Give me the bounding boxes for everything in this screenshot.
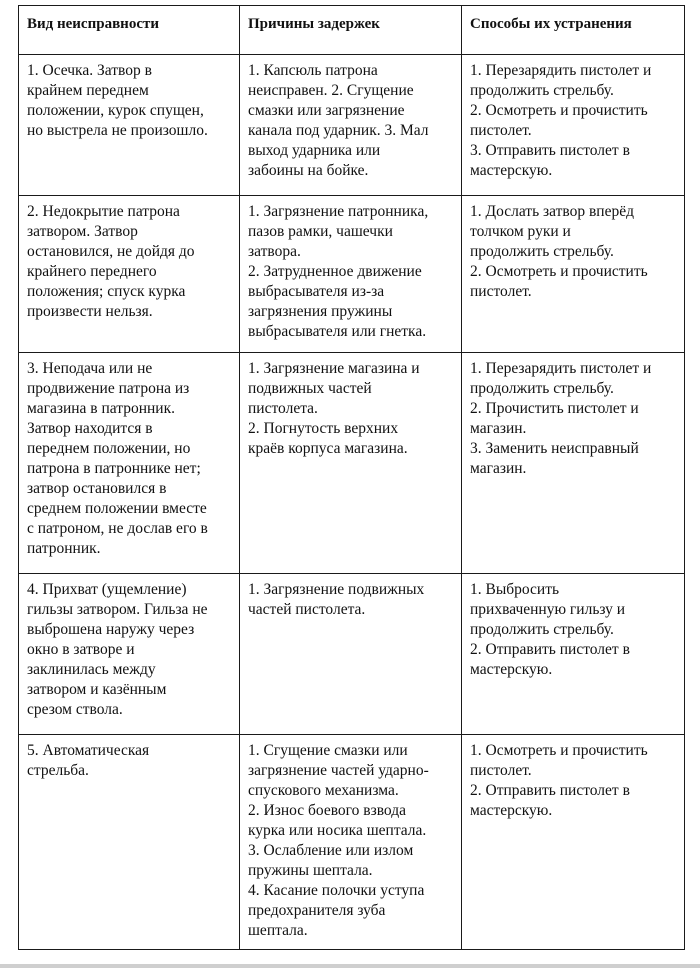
cell-text-line: затвора. bbox=[248, 243, 301, 260]
cell-text-line: 2. Погнутость верхних bbox=[248, 420, 399, 437]
table-row bbox=[19, 196, 685, 353]
cell-text-line: мастерскую. bbox=[470, 162, 553, 179]
cell-text-line: спускового механизма. bbox=[248, 782, 399, 799]
cell-causes bbox=[240, 574, 462, 735]
cell-text-line: окно в затворе и bbox=[27, 641, 135, 658]
header-causes: Причины задержек bbox=[240, 6, 462, 55]
cell-text-line: 4. Прихват (ущемление) bbox=[27, 581, 187, 598]
cell-text-line: выбрасывателя из-за bbox=[248, 283, 385, 300]
table-row bbox=[19, 574, 685, 735]
cell-text-line: пистолет. bbox=[470, 283, 532, 300]
table-header-row bbox=[19, 6, 685, 55]
cell-text-line: магазин. bbox=[470, 460, 527, 477]
cell-malfunction-type bbox=[19, 735, 240, 950]
cell-text-line: среднем положении вместе bbox=[27, 500, 207, 517]
cell-text-line: 2. Износ боевого взвода bbox=[248, 802, 406, 819]
cell-text-line: срезом ствола. bbox=[27, 701, 123, 718]
cell-text-line: крайнем переднем bbox=[27, 82, 149, 99]
cell-text-line: 2. Осмотреть и прочистить bbox=[470, 102, 648, 119]
cell-text-line: 2. Затрудненное движение bbox=[248, 263, 422, 280]
cell-text-line: но выстрела не произошло. bbox=[27, 122, 208, 139]
cell-remedies bbox=[462, 55, 685, 196]
cell-text-line: прихваченную гильзу и bbox=[470, 601, 626, 618]
cell-text-line: смазки или загрязнение bbox=[248, 102, 405, 119]
cell-text-line: продолжить стрельбу. bbox=[470, 380, 614, 397]
cell-text-line: крайнего переднего bbox=[27, 263, 157, 280]
cell-text-line: стрельба. bbox=[27, 762, 89, 779]
cell-text-line: канала под ударник. 3. Мал bbox=[248, 122, 429, 139]
malfunctions-table bbox=[18, 5, 685, 950]
cell-text-line: 1. Капсюль патрона bbox=[248, 62, 378, 79]
cell-text-line: 3. Неподача или не bbox=[27, 360, 153, 377]
cell-text-line: 1. Дослать затвор вперёд bbox=[470, 203, 634, 220]
cell-text-line: остановился, не дойдя до bbox=[27, 243, 195, 260]
cell-remedies bbox=[462, 196, 685, 353]
cell-text-line: 5. Автоматическая bbox=[27, 742, 150, 759]
page-bottom-edge bbox=[0, 964, 700, 968]
cell-malfunction-type bbox=[19, 353, 240, 574]
cell-text-line: 4. Касание полочки уступа bbox=[248, 882, 425, 899]
cell-text-line: затвором и казённым bbox=[27, 681, 167, 698]
cell-text-line: предохранителя зуба bbox=[248, 902, 386, 919]
cell-malfunction-type bbox=[19, 574, 240, 735]
header-remedies: Способы их устранения bbox=[462, 6, 685, 55]
cell-text-line: 3. Отправить пистолет в bbox=[470, 142, 630, 159]
cell-text-line: пазов рамки, чашечки bbox=[248, 223, 393, 240]
cell-text-line: 1. Загрязнение патронника, bbox=[248, 203, 429, 220]
cell-text-line: неисправен. 2. Сгущение bbox=[248, 82, 414, 99]
cell-causes bbox=[240, 55, 462, 196]
cell-text-line: 1. Сгущение смазки или bbox=[248, 742, 408, 759]
cell-text-line: толчком руки и bbox=[470, 223, 571, 240]
cell-malfunction-type bbox=[19, 196, 240, 353]
cell-text-line: 1. Загрязнение подвижных bbox=[248, 581, 425, 598]
cell-text-line: 2. Недокрытие патрона bbox=[27, 203, 180, 220]
cell-text-line: Затвор находится в bbox=[27, 420, 153, 437]
cell-text-line: мастерскую. bbox=[470, 802, 553, 819]
cell-text-line: продолжить стрельбу. bbox=[470, 621, 614, 638]
cell-text-line: патронник. bbox=[27, 540, 101, 557]
cell-text-line: краёв корпуса магазина. bbox=[248, 440, 408, 457]
cell-text-line: выбрасывателя или гнетка. bbox=[248, 323, 427, 340]
cell-text-line: 1. Перезарядить пистолет и bbox=[470, 360, 652, 377]
cell-text-line: загрязнения пружины bbox=[248, 303, 393, 320]
cell-text-line: шептала. bbox=[248, 922, 308, 939]
cell-text-line: пистолет. bbox=[470, 122, 532, 139]
cell-text-line: заклинилась между bbox=[27, 661, 156, 678]
cell-text-line: затвором. Затвор bbox=[27, 223, 138, 240]
cell-text-line: 1. Загрязнение магазина и bbox=[248, 360, 420, 377]
cell-text-line: положения; спуск курка bbox=[27, 283, 186, 300]
cell-text-line: 1. Осмотреть и прочистить bbox=[470, 742, 648, 759]
cell-text-line: подвижных частей bbox=[248, 380, 372, 397]
cell-text-line: патрона в патроннике нет; bbox=[27, 460, 201, 477]
table-row bbox=[19, 55, 685, 196]
cell-text-line: 1. Осечка. Затвор в bbox=[27, 62, 152, 79]
cell-text-line: переднем положении, но bbox=[27, 440, 191, 457]
table-body bbox=[19, 55, 685, 950]
cell-text-line: забоины на бойке. bbox=[248, 162, 369, 179]
cell-text-line: выход ударника или bbox=[248, 142, 381, 159]
cell-text-line: 2. Отправить пистолет в bbox=[470, 641, 630, 658]
cell-text-line: с патроном, не дослав его в bbox=[27, 520, 208, 537]
cell-text-line: 3. Заменить неисправный bbox=[470, 440, 639, 457]
cell-text-line: магазин. bbox=[470, 420, 527, 437]
table-row bbox=[19, 353, 685, 574]
cell-text-line: продолжить стрельбу. bbox=[470, 82, 614, 99]
cell-text-line: продвижение патрона из bbox=[27, 380, 190, 397]
cell-text-line: произвести нельзя. bbox=[27, 303, 153, 320]
cell-causes bbox=[240, 735, 462, 950]
cell-remedies bbox=[462, 574, 685, 735]
table-row bbox=[19, 735, 685, 950]
cell-text-line: пистолета. bbox=[248, 400, 318, 417]
cell-text-line: курка или носика шептала. bbox=[248, 822, 427, 839]
cell-causes bbox=[240, 196, 462, 353]
cell-text-line: 2. Прочистить пистолет и bbox=[470, 400, 639, 417]
cell-text-line: 2. Отправить пистолет в bbox=[470, 782, 630, 799]
cell-text-line: мастерскую. bbox=[470, 661, 553, 678]
cell-text-line: положении, курок спущен, bbox=[27, 102, 204, 119]
cell-text-line: пружины шептала. bbox=[248, 862, 373, 879]
header-malfunction-type: Вид неисправности bbox=[19, 6, 240, 55]
cell-malfunction-type bbox=[19, 55, 240, 196]
cell-remedies bbox=[462, 735, 685, 950]
cell-text-line: частей пистолета. bbox=[248, 601, 366, 618]
cell-text-line: гильзы затвором. Гильза не bbox=[27, 601, 208, 618]
cell-text-line: 2. Осмотреть и прочистить bbox=[470, 263, 648, 280]
cell-text-line: 1. Перезарядить пистолет и bbox=[470, 62, 652, 79]
cell-text-line: продолжить стрельбу. bbox=[470, 243, 614, 260]
cell-causes bbox=[240, 353, 462, 574]
cell-text-line: выброшена наружу через bbox=[27, 621, 195, 638]
cell-text-line: 3. Ослабление или излом bbox=[248, 842, 414, 859]
cell-text-line: загрязнение частей ударно- bbox=[248, 762, 429, 779]
cell-remedies bbox=[462, 353, 685, 574]
cell-text-line: магазина в патронник. bbox=[27, 400, 176, 417]
cell-text-line: затвор остановился в bbox=[27, 480, 167, 497]
cell-text-line: 1. Выбросить bbox=[470, 581, 560, 598]
cell-text-line: пистолет. bbox=[470, 762, 532, 779]
